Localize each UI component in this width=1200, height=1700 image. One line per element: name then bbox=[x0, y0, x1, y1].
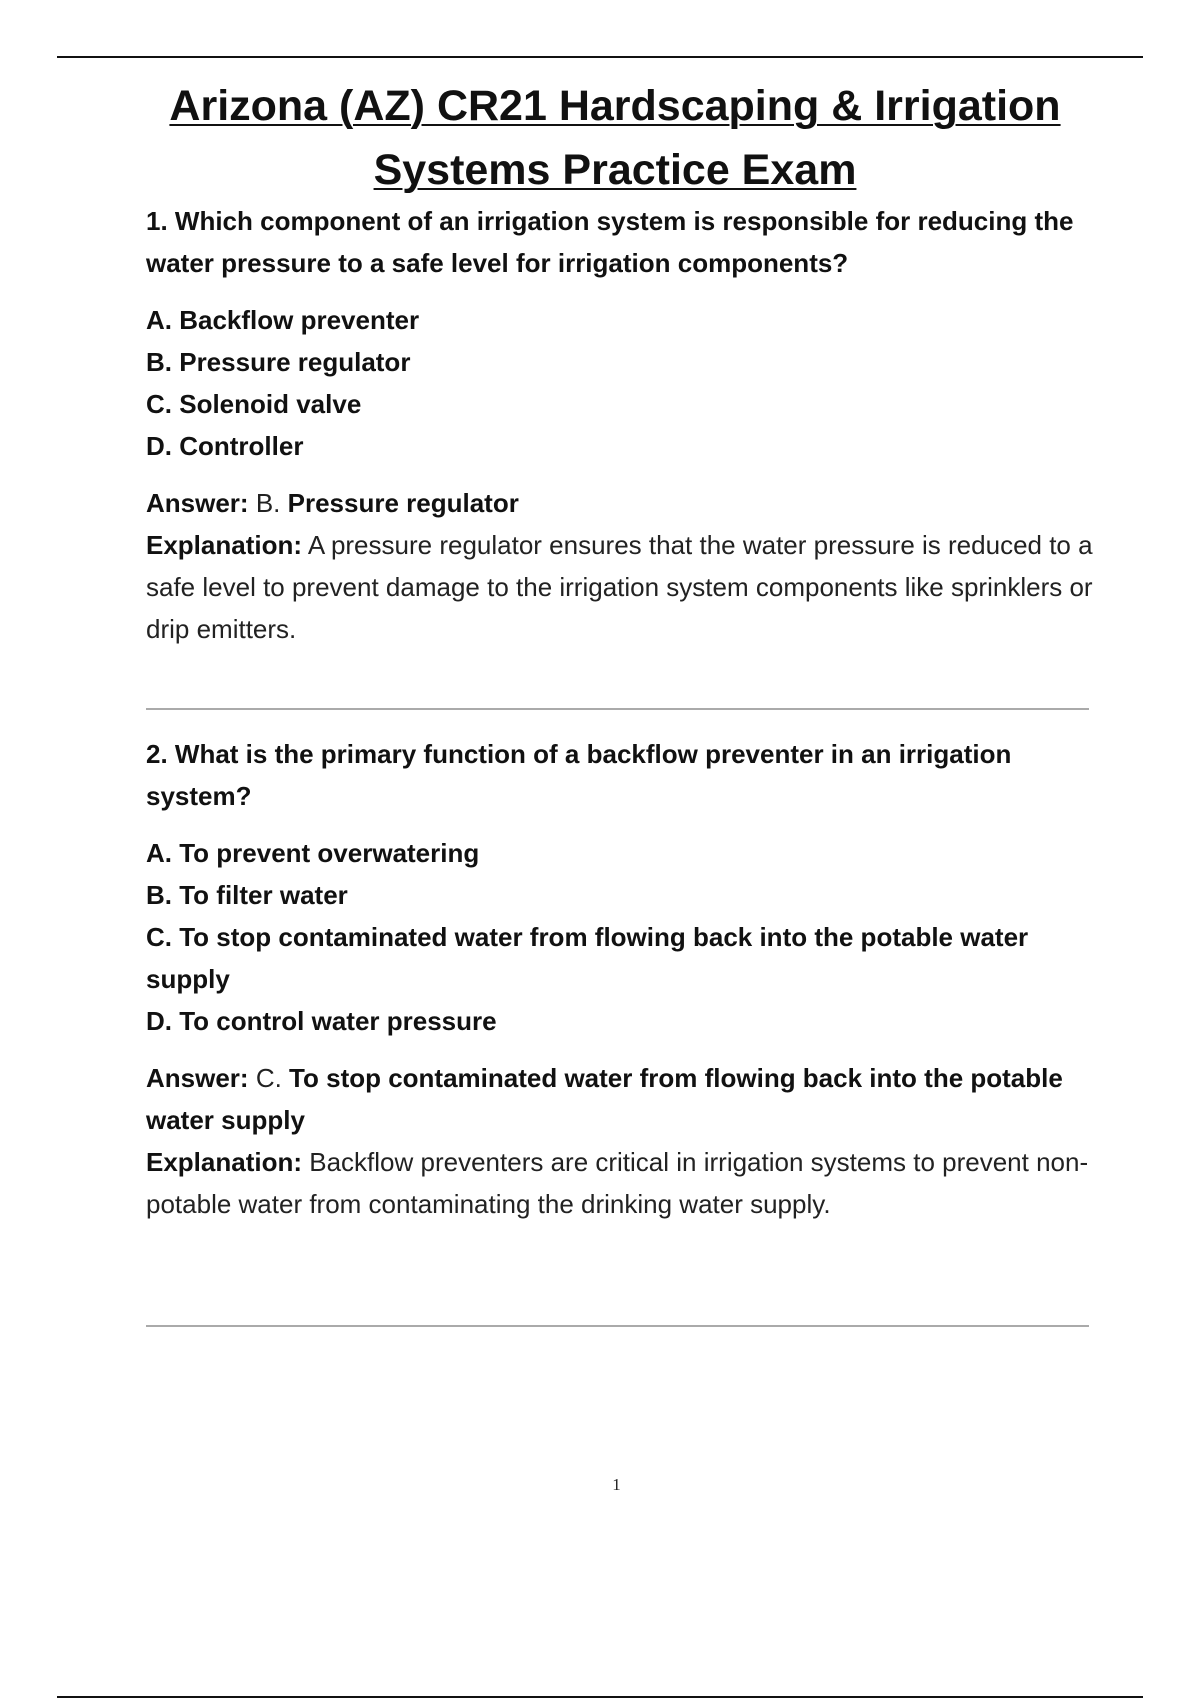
explanation-line bbox=[146, 524, 1096, 650]
top-rule bbox=[57, 56, 1143, 58]
option-d: D. Controller bbox=[146, 431, 304, 461]
explanation-text: Backflow preventers are critical in irrigation systems to prevent non-potable water from contaminating the drinking water supply. bbox=[146, 1147, 1089, 1219]
question-text: 2. What is the primary function of a backflow preventer in an irrigation system? bbox=[146, 739, 1012, 811]
option-c: C. To stop contaminated water from flowing back into the potable water supply bbox=[146, 922, 1029, 994]
explanation-text: A pressure regulator ensures that the water pressure is reduced to a safe level to prevent damage to the irrigation system components like sprinklers or drip emitters. bbox=[146, 530, 1093, 644]
option-d: D. To control water pressure bbox=[146, 1006, 497, 1036]
answer-text: To stop contaminated water from flowing back into the potable water supply bbox=[146, 1063, 1063, 1135]
option-b: B. Pressure regulator bbox=[146, 347, 411, 377]
option-a: A. To prevent overwatering bbox=[146, 838, 480, 868]
answer-letter: C. bbox=[255, 1063, 282, 1093]
question-text: 1. Which component of an irrigation system is responsible for reducing the water pressure to a safe level for irrigation components? bbox=[146, 206, 1074, 278]
option-a: A. Backflow preventer bbox=[146, 305, 420, 335]
page-number: 1 bbox=[612, 1475, 621, 1494]
document-title: Arizona (AZ) CR21 Hardscaping & Irrigation Systems Practice Exam bbox=[169, 82, 1061, 194]
option-c: C. Solenoid valve bbox=[146, 389, 362, 419]
option-b: B. To filter water bbox=[146, 880, 348, 910]
options-list bbox=[146, 832, 1096, 1042]
answer-line bbox=[146, 482, 1096, 524]
answer-text: Pressure regulator bbox=[287, 488, 519, 518]
answer-label: Answer: bbox=[146, 1063, 249, 1093]
question-block-1 bbox=[146, 200, 1096, 650]
answer-line bbox=[146, 1057, 1096, 1141]
answer-label: Answer: bbox=[146, 488, 249, 518]
bottom-rule bbox=[57, 1696, 1143, 1698]
options-list bbox=[146, 299, 1096, 467]
answer-letter: B. bbox=[255, 488, 281, 518]
explanation-label: Explanation: bbox=[146, 530, 303, 560]
explanation-label: Explanation: bbox=[146, 1147, 303, 1177]
question-divider-1 bbox=[146, 708, 1089, 710]
question-block-2 bbox=[146, 733, 1096, 1225]
question-divider-2 bbox=[146, 1325, 1089, 1327]
explanation-line bbox=[146, 1141, 1096, 1225]
